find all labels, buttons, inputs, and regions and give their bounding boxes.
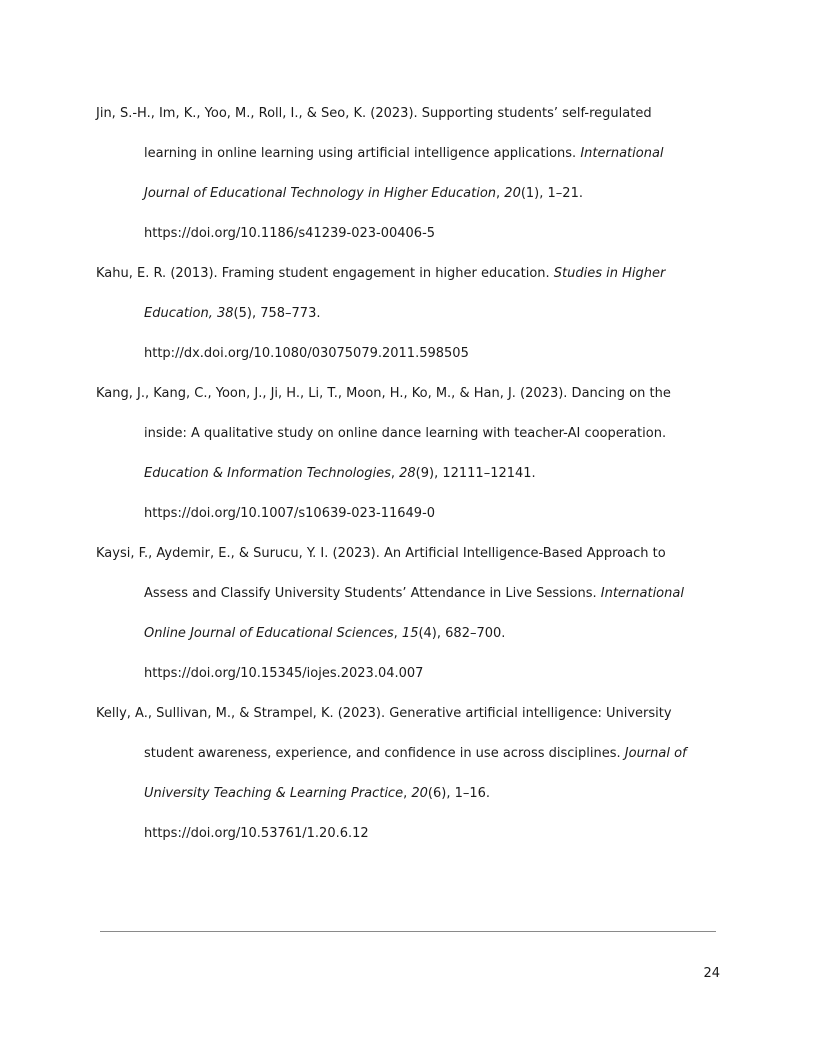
reference-text: student awareness, experience, and confidence in use across disciplines. <box>144 746 625 761</box>
reference-line <box>96 694 720 734</box>
separator: , <box>390 466 400 481</box>
reference-line <box>96 214 720 254</box>
reference-text: Kelly, A., Sullivan, M., & Strampel, K. (2023). Generative artificial intelligence: University <box>96 706 672 721</box>
journal-title: International <box>600 586 684 601</box>
reference-line <box>96 814 720 854</box>
issue-pages: (1), 1–21. <box>520 186 583 201</box>
reference-entry-kang-2023 <box>96 374 720 534</box>
volume-number: 20 <box>504 186 521 201</box>
journal-title: Studies in Higher <box>553 266 666 281</box>
reference-line <box>96 494 720 534</box>
doi-link[interactable]: https://doi.org/10.53761/1.20.6.12 <box>144 826 369 841</box>
footer-divider <box>100 931 716 932</box>
reference-text: inside: A qualitative study on online dance learning with teacher-AI cooperation. <box>144 426 667 441</box>
doi-link[interactable]: https://doi.org/10.15345/iojes.2023.04.007 <box>144 666 424 681</box>
reference-text: Jin, S.-H., Im, K., Yoo, M., Roll, I., & Seo, K. (2023). Supporting students’ self-regulated <box>96 106 652 121</box>
reference-text: Kahu, E. R. (2013). Framing student engagement in higher education. <box>96 266 554 281</box>
doi-link[interactable]: https://doi.org/10.1186/s41239-023-00406-5 <box>144 226 436 241</box>
issue-pages: (6), 1–16. <box>427 786 491 801</box>
journal-title: Online Journal of Educational Sciences <box>144 626 394 641</box>
separator: , <box>403 786 412 801</box>
reference-line <box>96 374 720 414</box>
reference-text: learning in online learning using artificial intelligence applications. <box>144 146 581 161</box>
reference-line <box>96 334 720 374</box>
reference-line <box>96 174 720 214</box>
journal-title: Journal of Educational Technology in Higher Education <box>144 186 497 201</box>
doi-link[interactable]: http://dx.doi.org/10.1080/03075079.2011.598505 <box>144 346 469 361</box>
issue-pages: (9), 12111–12141. <box>415 466 536 481</box>
volume-number: 15 <box>401 626 419 641</box>
reference-text: Kang, J., Kang, C., Yoon, J., Ji, H., Li, T., Moon, H., Ko, M., & Han, J. (2023). Dancing on the <box>96 386 671 401</box>
separator: , <box>393 626 402 641</box>
reference-line <box>96 134 720 174</box>
reference-line <box>96 294 720 334</box>
journal-title: University Teaching & Learning Practice <box>144 786 404 801</box>
reference-line <box>96 534 720 574</box>
reference-line <box>96 454 720 494</box>
reference-text: Assess and Classify University Students’ Attendance in Live Sessions. <box>144 586 601 601</box>
doi-link[interactable]: https://doi.org/10.1007/s10639-023-11649-0 <box>144 506 436 521</box>
reference-entry-kahu-2013 <box>96 254 720 374</box>
journal-title: Education, 38 <box>144 306 234 321</box>
issue-pages: (4), 682–700. <box>418 626 506 641</box>
reference-line <box>96 774 720 814</box>
reference-text: Kaysi, F., Aydemir, E., & Surucu, Y. I. (2023). An Artificial Intelligence-Based Approach to <box>96 546 666 561</box>
separator: , <box>496 186 505 201</box>
page-number: 24 <box>703 966 720 981</box>
reference-entry-kelly-2023 <box>96 694 720 854</box>
reference-line <box>96 654 720 694</box>
reference-entry-kaysi-2023 <box>96 534 720 694</box>
reference-line <box>96 254 720 294</box>
volume-number: 28 <box>399 466 416 481</box>
reference-line <box>96 574 720 614</box>
journal-title: International <box>580 146 664 161</box>
volume-number: 20 <box>411 786 428 801</box>
journal-title: Journal of <box>624 746 687 761</box>
reference-line <box>96 614 720 654</box>
reference-entry-jin-2023 <box>96 94 720 254</box>
reference-line <box>96 734 720 774</box>
reference-line <box>96 94 720 134</box>
journal-title: Education & Information Technologies <box>144 466 391 481</box>
reference-list <box>96 94 720 854</box>
issue-pages: (5), 758–773. <box>233 306 321 321</box>
reference-line <box>96 414 720 454</box>
